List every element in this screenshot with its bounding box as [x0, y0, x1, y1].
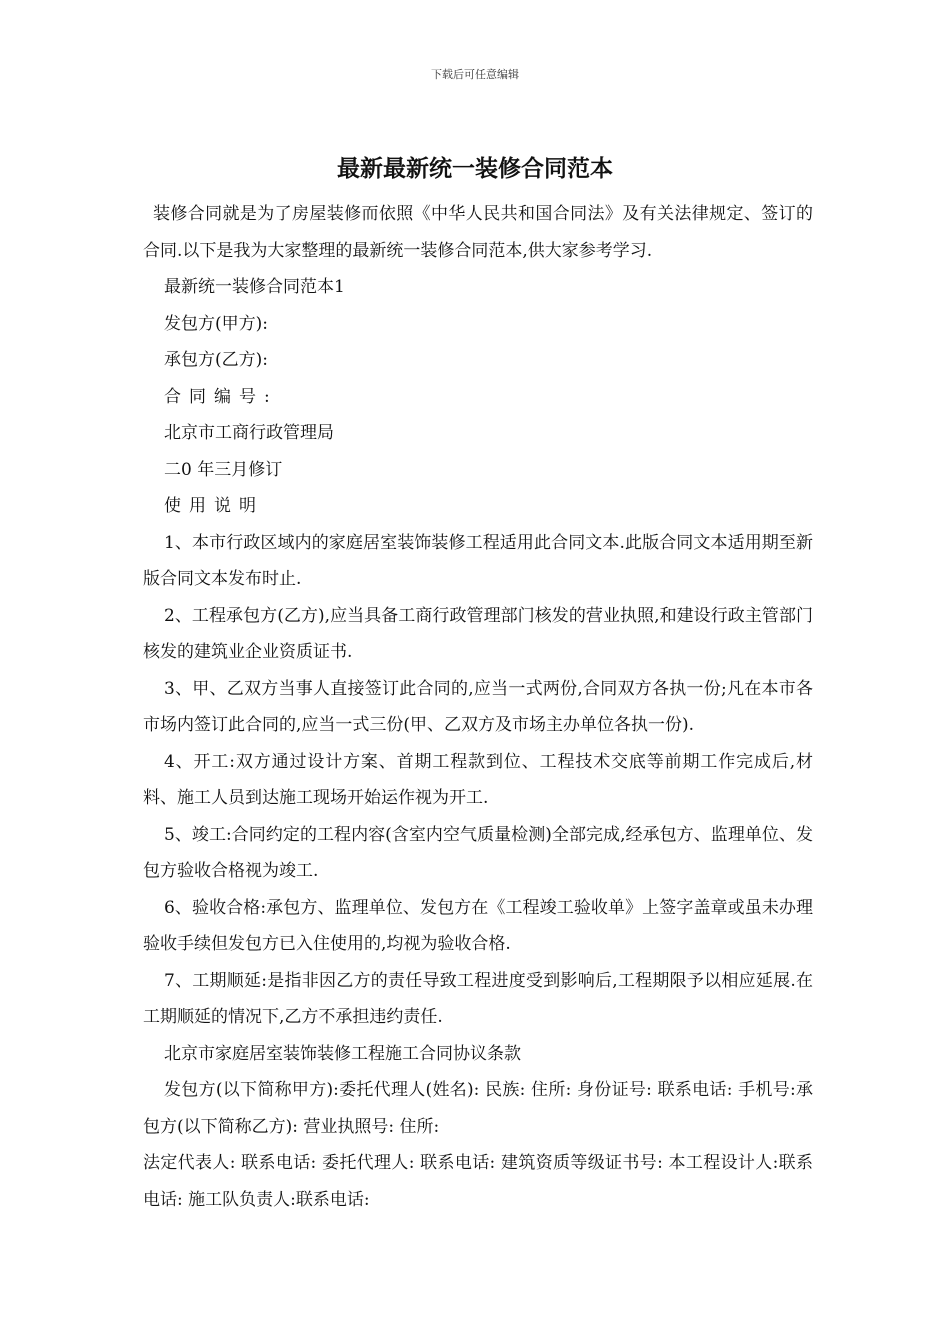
- usage-title: 使用说明: [164, 496, 264, 516]
- revision-line: 二0 年三月修订: [164, 459, 283, 480]
- document-body: [143, 196, 813, 1218]
- agreement-title: 北京市家庭居室装饰装修工程施工合同协议条款: [164, 1043, 521, 1064]
- contract-number-line: 合同编号:: [164, 386, 278, 407]
- usage-item: 4、开工:双方通过设计方案、首期工程款到位、工程技术交底等前期工作完成后,材料、施工人员到达施工现场开始运作视为开工.: [143, 751, 813, 808]
- usage-item: 3、甲、乙双方当事人直接签订此合同的,应当一式两份,合同双方各执一份;凡在本市各市场内签订此合同的,应当一式三份(甲、乙双方及市场主办单位各执一份).: [143, 678, 813, 735]
- document-title: 最新最新统一装修合同范本: [337, 155, 613, 182]
- party-b-line: 承包方(乙方):: [164, 350, 268, 370]
- intro-paragraph: 装修合同就是为了房屋装修而依照《中华人民共和国合同法》及有关法律规定、签订的合同.以下是我为大家整理的最新统一装修合同范本,供大家参考学习.: [143, 204, 813, 261]
- usage-item: 2、工程承包方(乙方),应当具备工商行政管理部门核发的营业执照,和建设行政主管部门核发的建筑业企业资质证书.: [143, 605, 813, 662]
- usage-item: 1、本市行政区域内的家庭居室装饰装修工程适用此合同文本.此版合同文本适用期至新版合同文本发布时止.: [143, 532, 813, 589]
- section-title: 最新统一装修合同范本1: [164, 277, 345, 297]
- usage-item: 7、工期顺延:是指非因乙方的责任导致工程进度受到影响后,工程期限予以相应延展.在工期顺延的情况下,乙方不承担违约责任.: [143, 970, 813, 1027]
- authority-line: 北京市工商行政管理局: [164, 423, 334, 443]
- usage-item: 6、验收合格:承包方、监理单位、发包方在《工程竣工验收单》上签字盖章或虽未办理验收手续但发包方已入住使用的,均视为验收合格.: [143, 897, 813, 954]
- agreement-paragraph: 发包方(以下简称甲方):委托代理人(姓名): 民族: 住所: 身份证号: 联系电话: 手机号:承包方(以下简称乙方): 营业执照号: 住所:: [143, 1080, 813, 1137]
- header-note: 下载后可任意编辑: [431, 68, 519, 81]
- usage-item: 5、竣工:合同约定的工程内容(含室内空气质量检测)全部完成,经承包方、监理单位、发包方验收合格视为竣工.: [143, 824, 813, 881]
- party-a-line: 发包方(甲方):: [164, 313, 268, 334]
- agreement-paragraph: 法定代表人: 联系电话: 委托代理人: 联系电话: 建筑资质等级证书号: 本工程设计人:联系电话: 施工队负责人:联系电话:: [143, 1153, 813, 1210]
